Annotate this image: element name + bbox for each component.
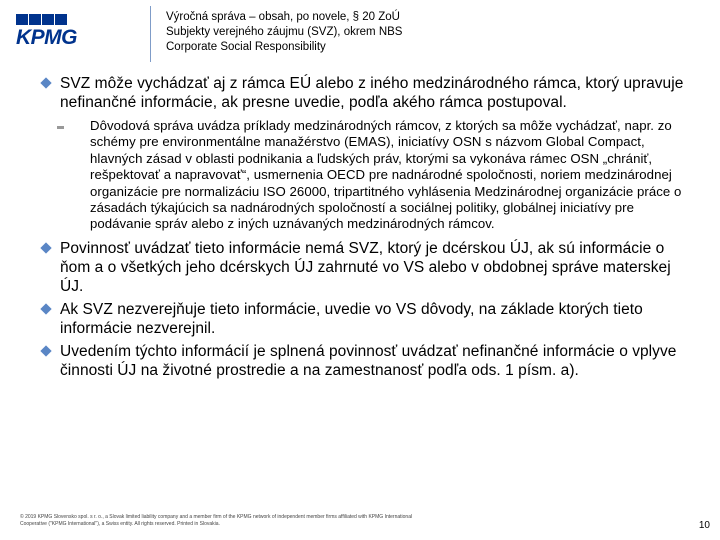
page-number: 10 <box>698 520 710 531</box>
title-line-1: Výročná správa – obsah, po novele, § 20 ZoÚ <box>166 11 400 23</box>
slide-body <box>40 74 690 384</box>
bullet-item <box>40 239 690 296</box>
bullet-item <box>40 342 690 380</box>
bullet-text: Povinnosť uvádzať tieto informácie nemá SVZ, ktorý je dcérskou ÚJ, ak sú informácie o ňom a o všetkých jeho dcérskych ÚJ zahrnuté vo VS alebo v obdobnej správe materskej ÚJ. <box>60 239 671 295</box>
footer-line-2: Cooperative ("KPMG International"), a Swiss entity. All rights reserved. Printed in Slovakia. <box>20 521 220 527</box>
footer-line-1: © 2019 KPMG Slovensko spol. s r. o., a Slovak limited liability company and a member firm of the KPMG network of independent member firms affiliated with KPMG International <box>20 514 413 520</box>
dash-bullet-icon <box>57 126 64 129</box>
title-line-2: Subjekty verejného záujmu (SVZ), okrem NBS <box>166 26 403 38</box>
bullet-item <box>40 74 690 112</box>
diamond-bullet-icon <box>40 77 51 88</box>
diamond-bullet-icon <box>40 345 51 356</box>
bullet-text: Uvedením týchto informácií je splnená povinnosť uvádzať nefinančné informácie o vplyve činnosti ÚJ na životné prostredie a na zamestnanosť podľa ods. 1 písm. a). <box>60 342 677 379</box>
slide-title <box>166 10 402 55</box>
sub-bullet-text: Dôvodová správa uvádza príklady medzinárodných rámcov, z ktorých sa môže vychádzať, napr. zo schémy pre environmentálne manažérstvo (EMAS), iniciatívy OSN s názvom Global Compact, hlavných zásad v oblasti podnikania a ľudských práv, ktorými sa vykonáva rámec OSN „chrániť, rešpektovať a napravovať“, usmernenia OECD pre nadnárodné spoločnosti, noriem medzinárodnej organizácie pre normalizáciu ISO 26000, tripartitného vyhlásenia Medzinárodnej organizácie práce o zásadách týkajúcich sa nadnárodných spoločností a sociálnej politiky, globálnej iniciatívy pre podávanie správ alebo z iných uznávaných medzinárodných rámcov. <box>90 118 682 232</box>
sub-bullet-item <box>40 118 690 233</box>
bullet-text: Ak SVZ nezverejňuje tieto informácie, uvedie vo VS dôvody, na základe ktorých tieto informácie nezverejnil. <box>60 300 643 337</box>
bullet-item <box>40 300 690 338</box>
kpmg-logo <box>16 14 88 58</box>
diamond-bullet-icon <box>40 303 51 314</box>
bullet-text: SVZ môže vychádzať aj z rámca EÚ alebo z iného medzinárodného rámca, ktorý upravuje nefinančné informácie, ak presne uvedie, podľa akého rámca postupoval. <box>60 75 684 111</box>
diamond-bullet-icon <box>40 242 51 253</box>
footer-copyright <box>20 514 540 528</box>
title-divider <box>150 6 151 62</box>
slide-header <box>0 0 720 68</box>
footer-divider <box>20 510 700 511</box>
logo-text: KPMG <box>16 26 77 49</box>
title-line-3: Corporate Social Responsibility <box>166 41 326 53</box>
logo-squares <box>16 14 88 25</box>
